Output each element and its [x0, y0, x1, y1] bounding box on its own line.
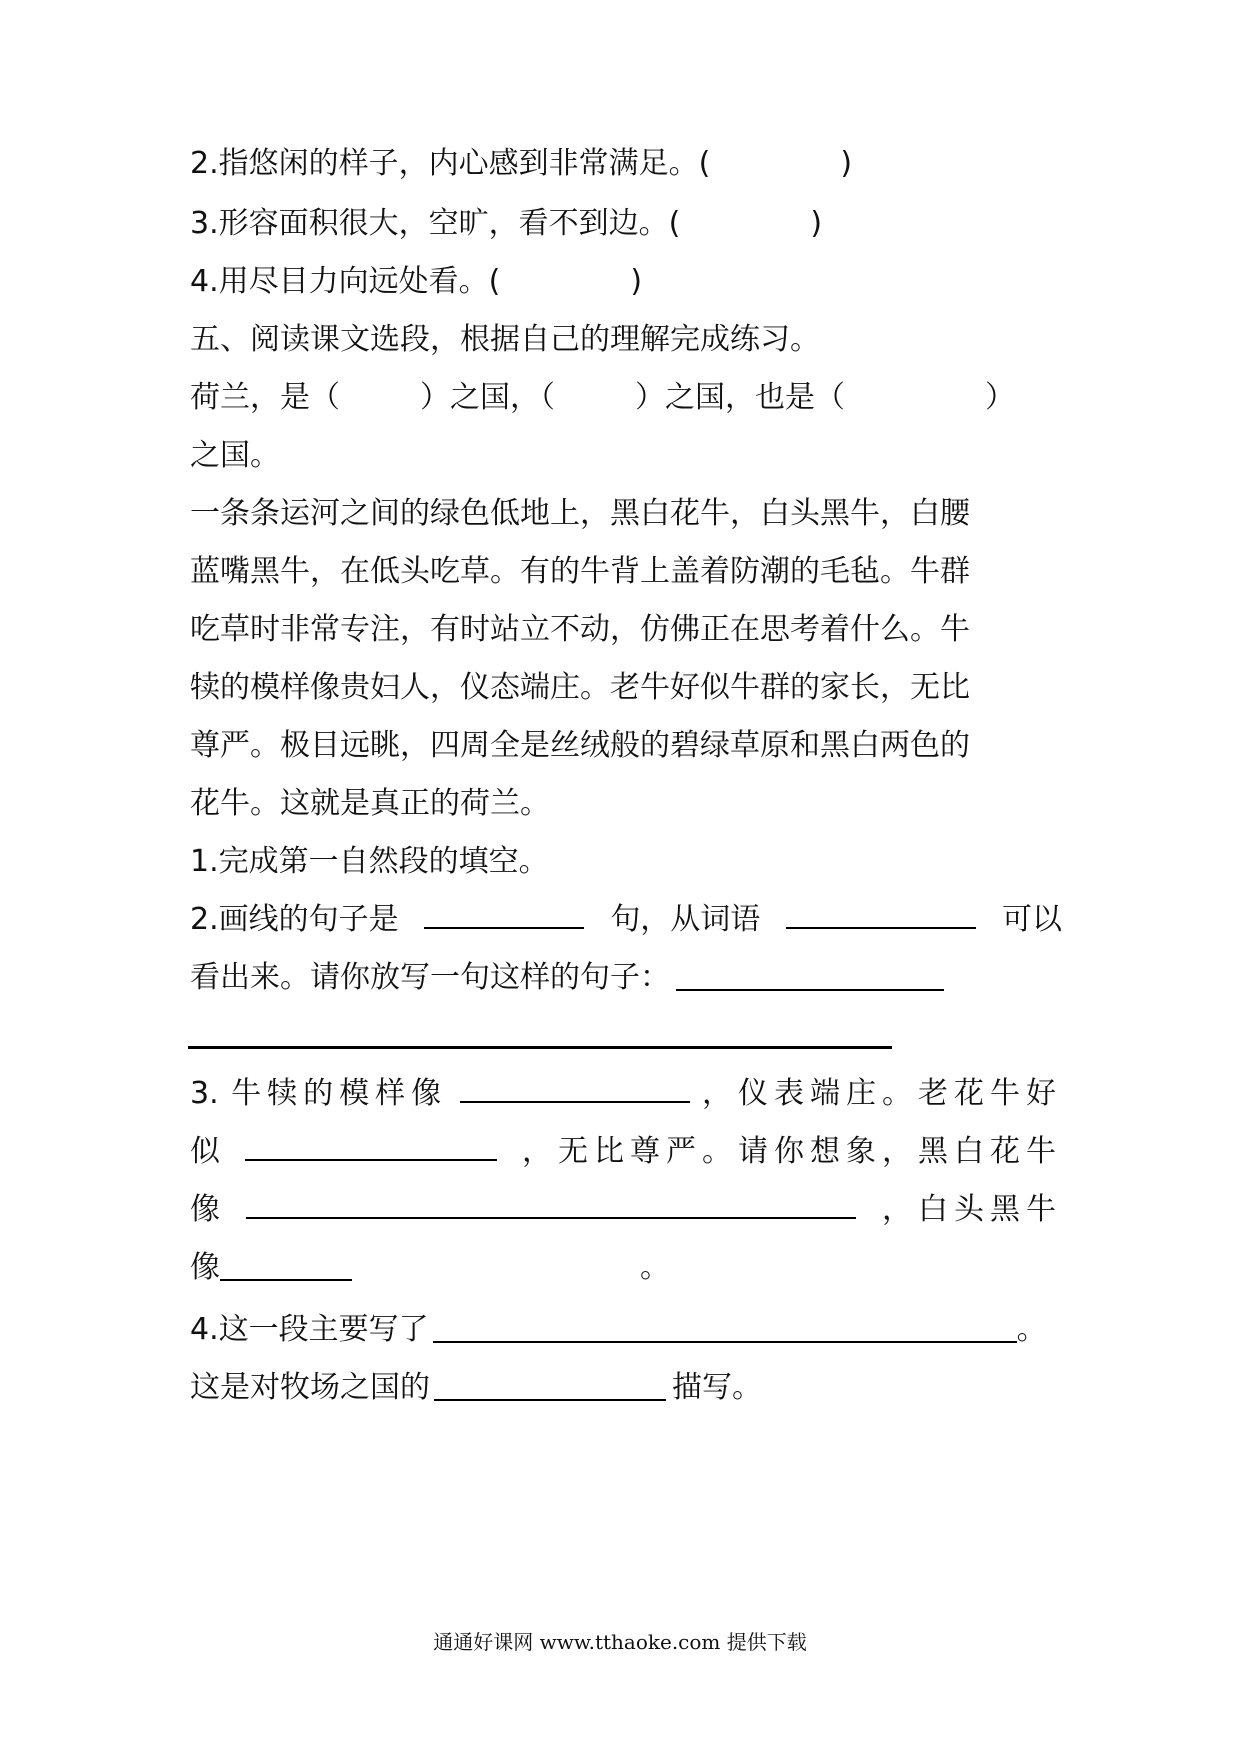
- vocab-question-2: [190, 132, 1062, 196]
- exercise-1: 1.完成第一自然段的填空。: [190, 844, 549, 879]
- exercise-3-line-4: [190, 1236, 1062, 1300]
- exercise-3-text-d: 似: [190, 1134, 220, 1169]
- exercise-3-line-1: [190, 1062, 1062, 1126]
- paragraph-line-5: 尊严。极目远眺，四周全是丝绒般的碧绿草原和黑白两色的: [190, 728, 970, 763]
- vocab-question-4-close: ): [630, 264, 643, 299]
- vocab-question-3-close: ): [810, 206, 823, 241]
- vocab-question-4-text: 4.用尽目力向远处看。(: [190, 264, 501, 299]
- vocab-question-3-text: 3.形容面积很大，空旷，看不到边。(: [190, 206, 681, 241]
- answer-blank[interactable]: [220, 1245, 352, 1281]
- exercise-2-line-1: [190, 888, 1062, 952]
- exercise-4-text-d: 描写。: [672, 1370, 762, 1405]
- exercise-2-text-c: 可以: [1002, 902, 1062, 937]
- answer-blank[interactable]: [434, 1365, 666, 1401]
- answer-blank[interactable]: [433, 1307, 1017, 1343]
- exercise-3-text-h: 像: [190, 1250, 220, 1285]
- exercise-4-line-1: [190, 1298, 1062, 1362]
- exercise-2-line-2: [190, 946, 1062, 1010]
- passage-fill-d: ）: [985, 380, 1015, 415]
- exercise-3-number: 3.: [190, 1076, 219, 1111]
- answer-blank[interactable]: [245, 1125, 497, 1161]
- exercise-3-text-f: 像: [190, 1192, 220, 1227]
- answer-blank[interactable]: [676, 955, 944, 991]
- passage-fill-b: ）之国，（: [420, 380, 555, 415]
- exercise-4-text-a: 4.这一段主要写了: [190, 1312, 429, 1347]
- exercise-2-text-a: 2.画线的句子是: [190, 902, 399, 937]
- exercise-4-line-2: [190, 1356, 1062, 1420]
- exercise-3-text-c: ，仪表端庄。老花牛好: [701, 1076, 1062, 1111]
- paragraph-line-1: 一条条运河之间的绿色低地上，黑白花牛，白头黑牛，白腰: [190, 496, 970, 531]
- exercise-2-text-d: 看出来。请你放写一句这样的句子：: [190, 960, 670, 995]
- answer-blank[interactable]: [460, 1067, 690, 1103]
- exercise-3-text-b: 牛犊的模样像: [231, 1076, 448, 1111]
- passage-line-1: [190, 366, 1062, 430]
- exercise-3-text-i: 。: [640, 1250, 670, 1285]
- paragraph-line-4: 犊的模样像贵妇人，仪态端庄。老牛好似牛群的家长，无比: [190, 670, 970, 705]
- answer-line[interactable]: [188, 1046, 892, 1049]
- vocab-question-3: [190, 192, 1062, 256]
- vocab-question-2-text: 2.指悠闲的样子，内心感到非常满足。(: [190, 146, 711, 181]
- answer-blank[interactable]: [786, 893, 976, 929]
- answer-blank[interactable]: [424, 893, 584, 929]
- exercise-3-line-2: [190, 1120, 1062, 1184]
- passage-line-2: 之国。: [190, 438, 280, 473]
- vocab-question-2-close: ): [840, 146, 853, 181]
- paragraph-line-2: 蓝嘴黑牛，在低头吃草。有的牛背上盖着防潮的毛毡。牛群: [190, 554, 970, 589]
- vocab-question-4: [190, 250, 1062, 314]
- exercise-3-text-g: ，白头黑牛: [882, 1192, 1062, 1227]
- section-five-heading: 五、阅读课文选段，根据自己的理解完成练习。: [190, 322, 820, 357]
- exercise-4-text-b: 。: [1016, 1312, 1047, 1347]
- exercise-3-line-3: [190, 1178, 1062, 1242]
- exercise-2-text-b: 句，从词语: [610, 902, 761, 937]
- passage-fill-c: ）之国，也是（: [635, 380, 845, 415]
- paragraph-line-6: 花牛。这就是真正的荷兰。: [190, 786, 550, 821]
- paragraph-line-3: 吃草时非常专注，有时站立不动，仿佛正在思考着什么。牛: [190, 612, 970, 647]
- exercise-4-text-c: 这是对牧场之国的: [190, 1370, 430, 1405]
- answer-blank[interactable]: [246, 1183, 856, 1219]
- exercise-3-text-e: ，无比尊严。请你想象，黑白花牛: [522, 1134, 1062, 1169]
- passage-fill-a: 荷兰，是（: [190, 380, 340, 415]
- page-footer: 通通好课网 www.tthaoke.com 提供下载: [433, 1630, 807, 1654]
